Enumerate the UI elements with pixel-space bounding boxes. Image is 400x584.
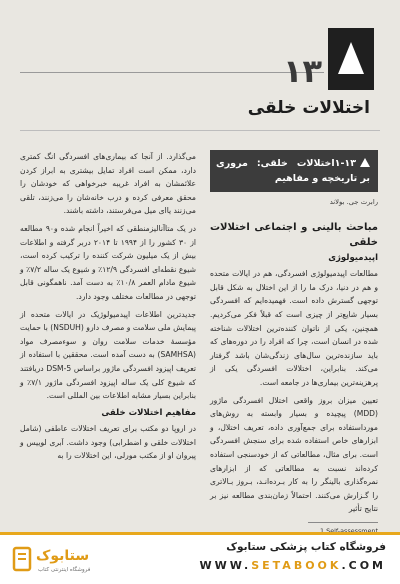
section-banner: [210, 150, 378, 192]
paragraph: مطالعات اپیدمیولوژی افسردگی، هم در ایالات متحده و هم در دنیا، درک ما را از این اختلال به شکل قابل توجهی گسترش داده است. فهمیده‌ایم که افسردگی بسیار شایع‌تر از چیزی است که قبلاً فکر می‌کردیم. همچنین، یکی از ناتوان کننده‌ترین اختلالات شناخته شده در انسان است، چرا که افراد را در دوره‌های که باید سازنده‌ترین سال‌های زندگی‌شان باشد گرفتار می‌کند. بنابراین، اختلالات افسردگی یکی از پرهزینه‌ترین بیماری‌ها در جامعه است.: [210, 269, 378, 387]
right-column: [210, 150, 378, 532]
footer-accent-rule: [0, 532, 400, 535]
title-divider: [20, 130, 380, 131]
store-logo[interactable]: [12, 542, 100, 576]
paragraph: جدیدترین اطلاعات اپیدمیولوژیک در ایالات متحده از پیمایش ملی سلامت و مصرف دارو (NSDUH) با حمایت مؤسسهٔ خدمات سلامت روان و سوءمصرف مواد (SAMHSA) به دست آمده است. محققین با استفاده از تعریف اپیزود افسردگی ماژور براساس DSM-5 دریافتند که شیوع کلی یک ساله اپیزود افسردگی ماژور ۷/۱٪ و بنابراین بسیار مشابه اطلاعات بین المللی است.: [20, 309, 196, 401]
paragraph: در اروپا دو مکتب برای تعریف اختلالات عاطفی (شامل اختلالات خلقی و اضطرابی) وجود داشت. اَبری لوییس و پیروان او از مکتب مورلی، این اختلالات را به: [20, 424, 196, 461]
store-footer: [0, 532, 400, 584]
footnote-divider: [308, 522, 378, 523]
subsection-heading: مفاهیم اختلالات خلقی: [101, 407, 196, 418]
triangle-icon: [336, 40, 366, 76]
url-suffix: .COM: [341, 559, 386, 572]
paragraph: در یک متاآنالیزمنطقی که اخیراً انجام شده و۹۰ مطالعه از ۳۰ کشور را از ۱۹۹۴ تا ۲۰۱۴ دربر گرفته و اطلاعات بیش از یک میلیون شرکت کننده را ترکیب کرده است، شیوع نقطه‌ای افسردگی ۱۲/۹٪ و شیوع یک ساله ۷/۲٪ و شیوع مادام العمر ۱۰/۸٪ به دست آمد. ناهمگونی قابل توجهی در مطالعات مختلف وجود دارد.: [20, 223, 196, 301]
author-line: رابرت جی. بولاند: [329, 198, 378, 206]
paragraph: می‌گذارد. از آنجا که بیماری‌های افسردگی انگ کمتری دارد، ممکن است افراد تمایل بیشتری به ابراز کردن علائمشان به افراد غریبه خبرخواهی که خودشان را محقق معرفی کرده و درب خانه‌شان را می‌زنند، تلقی می‌زنند یا‌ای میل می‌فرستند، داشته باشند.: [20, 152, 196, 216]
url-main: SETABOOK: [251, 559, 342, 572]
store-name: فروشگاه کتاب پزشکی ستابوک: [226, 541, 386, 553]
chapter-number: ۱۳: [282, 52, 322, 90]
store-url-link[interactable]: [200, 559, 386, 572]
left-column: [20, 150, 196, 467]
chapter-title: اختلالات خلقی: [247, 98, 370, 118]
footnote: 1 Self-assessment: [320, 526, 378, 532]
url-prefix: WWW.: [199, 559, 252, 572]
section-banner-text: ۱-۱۳اختلالات خلقی: مروری بر تاریخچه و مفاهیم: [216, 158, 370, 184]
subsection-heading: اپیدمیولوژی: [328, 252, 378, 263]
paragraph: تعیین میزان بروز واقعی اختلال افسردگی ماژور (MDD) پیچیده و بسیار وابسته به روش‌های مورداستفاده برای جمع‌آوری داده، تعریف اختلال، و ابزارهای خاص استفاده شده برای سنجش افسردگی است. برای مثال، مطالعاتی که از خودسنجی استفاده کرده‌اند نسبت به مطالعاتی که از ابزارهای نمره‌گذاری بالینگر را به کار بـرده‌انـد، بـروز بـالاتری را گـزارش می‌کنند. احتمالاً زمان‌بندی مطالعه نیز بر نتایج تأثیر: [210, 395, 378, 514]
triangle-icon: [360, 158, 370, 167]
logo-subtitle: فروشگاه اینترنتی کتاب: [38, 567, 91, 573]
logo-text: ستابوک: [36, 548, 90, 564]
chapter-emblem: [328, 28, 374, 90]
section-heading: مباحث بالینی و اجتماعی اختلالات خلقی: [210, 221, 378, 248]
book-icon: [12, 544, 34, 574]
